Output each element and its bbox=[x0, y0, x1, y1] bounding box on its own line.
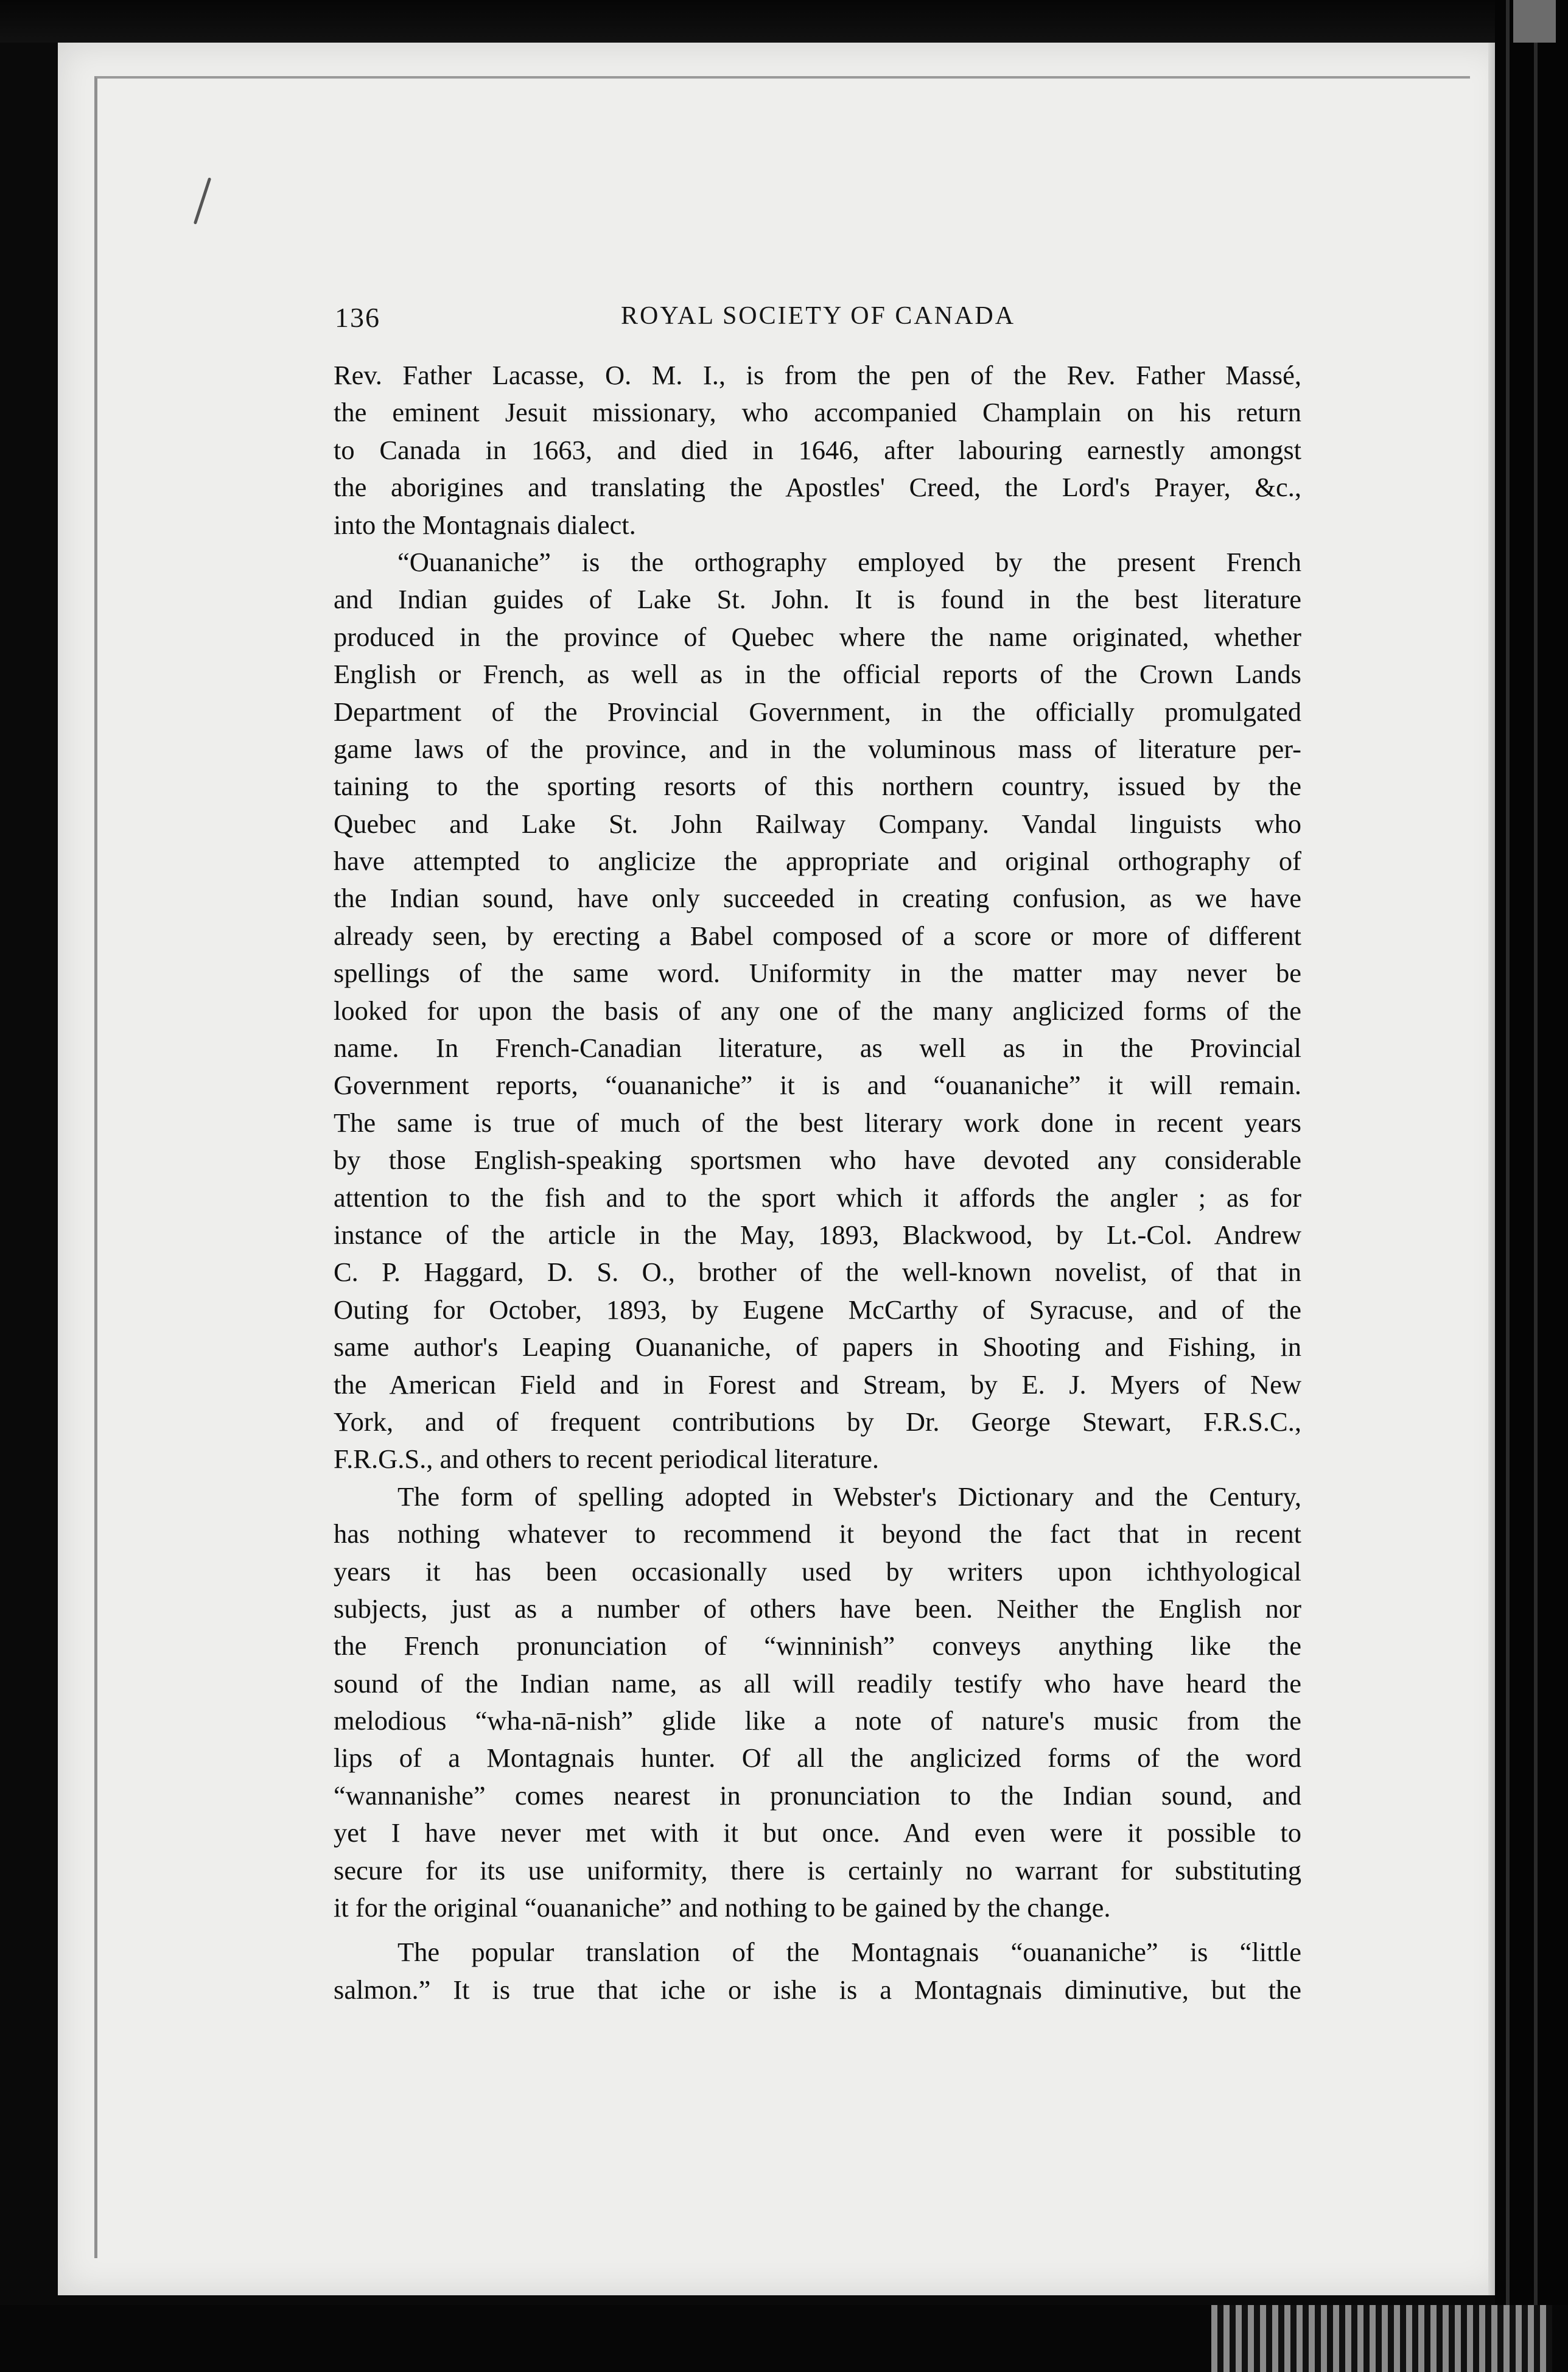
text-line: “wannanishe” comes nearest in pronunciation to the Indian sound, and bbox=[334, 1780, 1301, 1811]
running-title: ROYAL SOCIETY OF CANADA bbox=[621, 302, 1016, 330]
text-line: F.R.G.S., and others to recent periodical literature. bbox=[334, 1444, 880, 1475]
text-line: subjects, just as a number of others have been. Neither the English nor bbox=[334, 1593, 1301, 1624]
text-line: Department of the Provincial Government, in the officially promulgated bbox=[334, 696, 1301, 727]
text-line: The form of spelling adopted in Webster's Dictionary and the Century, bbox=[397, 1481, 1301, 1512]
text-line: it for the original “ouananiche” and nothing to be gained by the change. bbox=[334, 1892, 1111, 1923]
text-line: spellings of the same word. Uniformity in the matter may never be bbox=[334, 958, 1301, 989]
text-line: has nothing whatever to recommend it beyond the fact that in recent bbox=[334, 1518, 1301, 1549]
text-line: game laws of the province, and in the voluminous mass of literature per- bbox=[334, 733, 1301, 764]
text-line: English or French, as well as in the official reports of the Crown Lands bbox=[334, 659, 1301, 690]
text-line: The same is true of much of the best literary work done in recent years bbox=[334, 1107, 1301, 1138]
text-line: Rev. Father Lacasse, O. M. I., is from the pen of the Rev. Father Massé, bbox=[334, 360, 1301, 390]
text-line: same author's Leaping Ouananiche, of papers in Shooting and Fishing, in bbox=[334, 1332, 1301, 1363]
text-line: C. P. Haggard, D. S. O., brother of the well-known novelist, of that in bbox=[334, 1257, 1301, 1288]
page-number: 136 bbox=[335, 302, 380, 333]
text-line: Quebec and Lake St. John Railway Company. Vandal linguists who bbox=[334, 808, 1301, 839]
film-right-edge bbox=[1495, 0, 1568, 2372]
text-line: lips of a Montagnais hunter. Of all the anglicized forms of the word bbox=[334, 1742, 1301, 1774]
text-line: yet I have never met with it but once. And even were it possible to bbox=[334, 1817, 1301, 1848]
text-line: York, and of frequent contributions by Dr. George Stewart, F.R.S.C., bbox=[334, 1406, 1301, 1437]
text-line: the eminent Jesuit missionary, who accompanied Champlain on his return bbox=[334, 397, 1301, 428]
text-line: the Indian sound, have only succeeded in creating confusion, as we have bbox=[334, 883, 1301, 914]
text-line: taining to the sporting resorts of this northern country, issued by the bbox=[334, 771, 1301, 802]
text-line: to Canada in 1663, and died in 1646, after labouring earnestly amongst bbox=[334, 434, 1301, 465]
text-line: Outing for October, 1893, by Eugene McCarthy of Syracuse, and of the bbox=[334, 1294, 1301, 1325]
text-line: into the Montagnais dialect. bbox=[334, 509, 636, 540]
text-line: have attempted to anglicize the appropriate and original orthography of bbox=[334, 846, 1301, 877]
body-text bbox=[334, 357, 1301, 2009]
text-line: the aborigines and translating the Apostles' Creed, the Lord's Prayer, &c., bbox=[334, 472, 1301, 503]
text-line: years it has been occasionally used by writers upon ichthyological bbox=[334, 1556, 1301, 1587]
text-line: the French pronunciation of “winninish” conveys anything like the bbox=[334, 1630, 1301, 1661]
text-line: melodious “wha-nā-nish” glide like a note of nature's music from the bbox=[334, 1705, 1301, 1736]
text-line: attention to the fish and to the sport which it affords the angler ; as for bbox=[334, 1182, 1301, 1213]
text-line: instance of the article in the May, 1893, Blackwood, by Lt.-Col. Andrew bbox=[334, 1219, 1301, 1250]
text-line: by those English-speaking sportsmen who have devoted any considerable bbox=[334, 1145, 1301, 1176]
film-bottom-edge bbox=[0, 2305, 1568, 2372]
text-line: produced in the province of Quebec where the name originated, whether bbox=[334, 621, 1301, 652]
text-line: The popular translation of the Montagnais “ouananiche” is “little bbox=[397, 1937, 1301, 1968]
film-sprocket-pattern bbox=[1211, 2305, 1552, 2372]
film-top-edge bbox=[0, 0, 1568, 43]
text-line: the American Field and in Forest and Stream, by E. J. Myers of New bbox=[334, 1369, 1301, 1400]
text-line: name. In French-Canadian literature, as well as in the Provincial bbox=[334, 1033, 1301, 1064]
text-line: Government reports, “ouananiche” it is and “ouananiche” it will remain. bbox=[334, 1070, 1301, 1101]
text-line: and Indian guides of Lake St. John. It is found in the best literature bbox=[334, 584, 1301, 615]
text-line: salmon.” It is true that iche or ishe is a Montagnais diminutive, but the bbox=[334, 1974, 1301, 2005]
running-head bbox=[335, 301, 1315, 350]
text-line: sound of the Indian name, as all will readily testify who have heard the bbox=[334, 1668, 1301, 1699]
text-line: “Ouananiche” is the orthography employed by the present French bbox=[397, 546, 1301, 577]
text-line: already seen, by erecting a Babel composed of a score or more of different bbox=[334, 920, 1301, 951]
text-line: looked for upon the basis of any one of the many anglicized forms of the bbox=[334, 995, 1301, 1026]
text-line: secure for its use uniformity, there is certainly no warrant for substituting bbox=[334, 1854, 1301, 1886]
